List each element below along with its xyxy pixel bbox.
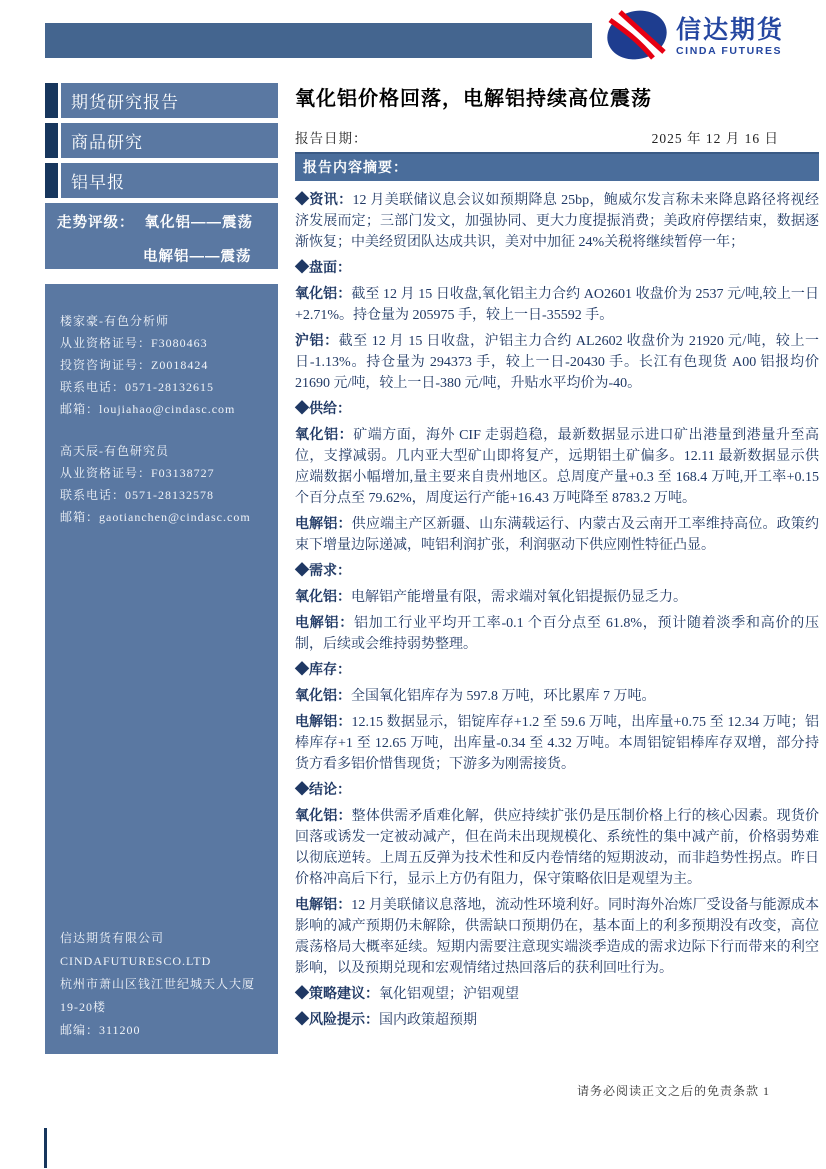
page-title: 氧化铝价格回落，电解铝持续高位震荡: [295, 88, 652, 110]
brand-name-en: CINDA FUTURES: [676, 45, 783, 58]
section-label: ◆库存：: [295, 663, 351, 678]
section-market-alumina: [295, 284, 819, 326]
nav-stripe: [45, 123, 58, 158]
section-text: 铝加工行业平均开工率-0.1 个百分点至 61.8%，预计随着淡季和高价的压制，后续或会维持弱势整理。: [295, 616, 820, 652]
section-label: 氧化铝：: [295, 287, 352, 302]
analyst-block: [60, 440, 268, 528]
section-label: ◆结论：: [295, 783, 351, 798]
analyst-advisory-cert: 投资咨询证号：Z0018424: [60, 358, 209, 372]
analyst-info-box: [45, 284, 278, 1054]
analyst-cert: 从业资格证号：F03138727: [60, 466, 215, 480]
company-address: 杭州市萧山区钱江世纪城天人大厦19-20楼: [60, 977, 256, 1014]
section-label: ◆风险提示：: [295, 1013, 379, 1028]
section-text: 12 月美联储议息落地，流动性环境利好。同时海外冶炼厂受设备与能源成本影响的减产预期仍未解除，供需缺口预期仍在，基本面上的利多预期没有改变，高位震荡格局大概率延续。短期内需要注意现实端淡季造成的需求边际下行而带来的利空影响，以及预期兑现和宏观情绪过热回落后的获利回吐行为。: [295, 898, 820, 976]
section-label: 电解铝：: [295, 715, 352, 730]
section-label: 氧化铝：: [295, 590, 351, 605]
section-news: [295, 190, 819, 253]
analyst-block: [60, 310, 268, 420]
section-label: ◆供给：: [295, 402, 351, 417]
company-postcode: 邮编：311200: [60, 1023, 141, 1037]
sidebar-item-research-report: [45, 83, 278, 118]
footer-disclaimer: [577, 1082, 770, 1099]
section-text: 12.15 数据显示，铝锭库存+1.2 至 59.6 万吨，出库量+0.75 至 12.34 万吨；铝棒库存+1 至 12.65 万吨，出库量-0.34 至 4.32 万吨。本周铝锭铝棒库存双增，部分持货方看多铝价惜售现货；下游多为刚需接货。: [295, 715, 819, 772]
company-logo: [605, 9, 784, 66]
analyst-phone: 联系电话：0571-28132578: [60, 488, 214, 502]
nav-stripe: [45, 83, 58, 118]
section-label: 电解铝：: [295, 898, 352, 913]
company-name-en: CINDAFUTURESCO.LTD: [60, 954, 212, 968]
section-conclusion-header: [295, 780, 819, 801]
section-text: 矿端方面，海外 CIF 走弱趋稳，最新数据显示进口矿出港量到港量升至高位，支撑减弱。几内亚大型矿山即将复产，远期铝土矿偏多。12.11 最新数据显示供应端数据小幅增加,量主要来自贵州地区。总周度产量+0.3 至 168.4 万吨,开工率+0.15 个百分点至 79.62%，周度运行产能+16.43 万吨降至 8783.2 万吨。: [295, 428, 819, 506]
summary-header-bar: 报告内容摘要：: [295, 152, 819, 181]
section-demand-header: [295, 561, 819, 582]
section-text: 截至 12 月 15 日收盘,氧化铝主力合约 AO2601 收盘价为 2537 元/吨,较上一日+2.71%。持仓量为 205975 手，较上一日-35592 手。: [295, 287, 819, 323]
section-label: 电解铝：: [295, 517, 352, 532]
section-label: ◆策略建议：: [295, 987, 379, 1002]
sidebar-item-aluminum-morning: [45, 163, 278, 198]
top-banner: [45, 23, 592, 58]
sidebar-item-label: 铝早报: [61, 163, 278, 198]
section-inventory-electrolytic: [295, 712, 819, 775]
section-label: ◆需求：: [295, 564, 351, 579]
cinda-globe-icon: [605, 9, 669, 66]
analyst-email: 邮箱：loujiahao@cindasc.com: [60, 402, 236, 416]
analyst-name: 楼家豪-有色分析师: [60, 314, 169, 328]
sidebar-item-label: 商品研究: [61, 123, 278, 158]
analyst-email: 邮箱：gaotianchen@cindasc.com: [60, 510, 251, 524]
report-date-label: 报告日期：: [295, 131, 368, 146]
report-date-value: 2025 年 12 月 16 日: [651, 131, 779, 146]
section-text: 国内政策超预期: [379, 1013, 477, 1028]
sidebar: [45, 83, 278, 1054]
logo-text: [676, 18, 784, 57]
report-date-row: [295, 127, 819, 147]
section-text: 供应端主产区新疆、山东满载运行、内蒙古及云南开工率维持高位。政策约束下增量边际递减，吨铝利润扩张，利润驱动下供应刚性特征凸显。: [295, 517, 820, 553]
section-label: ◆盘面：: [295, 261, 351, 276]
section-text: 12 月美联储议息会议如预期降息 25bp，鲍威尔发言称未来降息路径将视经济发展而定；三部门发文，加强协同、更大力度提振消费；美政府停摆结束，数据逐渐恢复；中美经贸团队达成共识，美对中加征 24%关税将继续暂停一年；: [295, 193, 820, 250]
sidebar-item-commodity-research: [45, 123, 278, 158]
section-market-header: [295, 258, 819, 279]
analyst-phone: 联系电话：0571-28132615: [60, 380, 214, 394]
analyst-name: 高天辰-有色研究员: [60, 444, 169, 458]
page-number: 1: [763, 1084, 770, 1098]
section-strategy: [295, 984, 819, 1005]
rating-alumina: 氧化铝——震荡: [144, 215, 253, 231]
section-conclusion-alumina: [295, 806, 819, 890]
analyst-cert: 从业资格证号：F3080463: [60, 336, 208, 350]
section-supply-header: [295, 399, 819, 420]
section-text: 氧化铝观望；沪铝观望: [379, 987, 519, 1002]
section-demand-electrolytic: [295, 613, 819, 655]
sidebar-item-label: 期货研究报告: [61, 83, 278, 118]
rating-label: 走势评级：: [57, 215, 135, 231]
nav-stripe: [45, 163, 58, 198]
rating-electrolytic: 电解铝——震荡: [143, 249, 252, 265]
bottom-left-tick: [44, 1128, 47, 1168]
section-demand-alumina: [295, 587, 819, 608]
section-supply-electrolytic: [295, 514, 819, 556]
company-info-block: [60, 927, 270, 1042]
main-content: [295, 82, 819, 1036]
disclaimer-text: 请务必阅读正文之后的免责条款: [576, 1084, 759, 1098]
section-label: ◆资讯：: [295, 193, 353, 208]
section-label: 氧化铝：: [295, 809, 352, 824]
summary-body: [295, 190, 819, 1031]
section-supply-alumina: [295, 425, 819, 509]
section-text: 整体供需矛盾难化解，供应持续扩张仍是压制价格上行的核心因素。现货价回落或诱发一定被动减产，但在尚未出现规模化、系统性的集中减产前，价格弱势难以彻底逆转。上周五反弹为技术性和反内卷情绪的短期波动，而非趋势性拐点。昨日价格冲高后下行，显示上方仍有阻力，保守策略依旧是观望为主。: [295, 809, 820, 887]
section-inventory-header: [295, 660, 819, 681]
section-label: 电解铝：: [295, 616, 354, 631]
section-market-shfe-al: [295, 331, 819, 394]
section-text: 电解铝产能增量有限，需求端对氧化铝提振仍显乏力。: [351, 590, 687, 605]
section-label: 氧化铝：: [295, 689, 351, 704]
company-name-cn: 信达期货有限公司: [60, 931, 165, 945]
trend-rating-box: [45, 203, 278, 269]
section-text: 截至 12 月 15 日收盘，沪铝主力合约 AL2602 收盘价为 21920 元/吨，较上一日-1.13%。持仓量为 294373 手，较上一日-20430 手。长江有色现货 A00 铝报均价 21690 元/吨，较上一日-380 元/吨，升贴水平均价为-40。: [295, 334, 820, 391]
section-conclusion-electrolytic: [295, 895, 819, 979]
brand-name-cn: 信达期货: [676, 16, 785, 45]
section-inventory-alumina: [295, 686, 819, 707]
section-risk: [295, 1010, 819, 1031]
section-text: 全国氧化铝库存为 597.8 万吨，环比累库 7 万吨。: [351, 689, 656, 704]
section-label: 沪铝：: [295, 334, 339, 349]
section-label: 氧化铝：: [295, 428, 354, 443]
